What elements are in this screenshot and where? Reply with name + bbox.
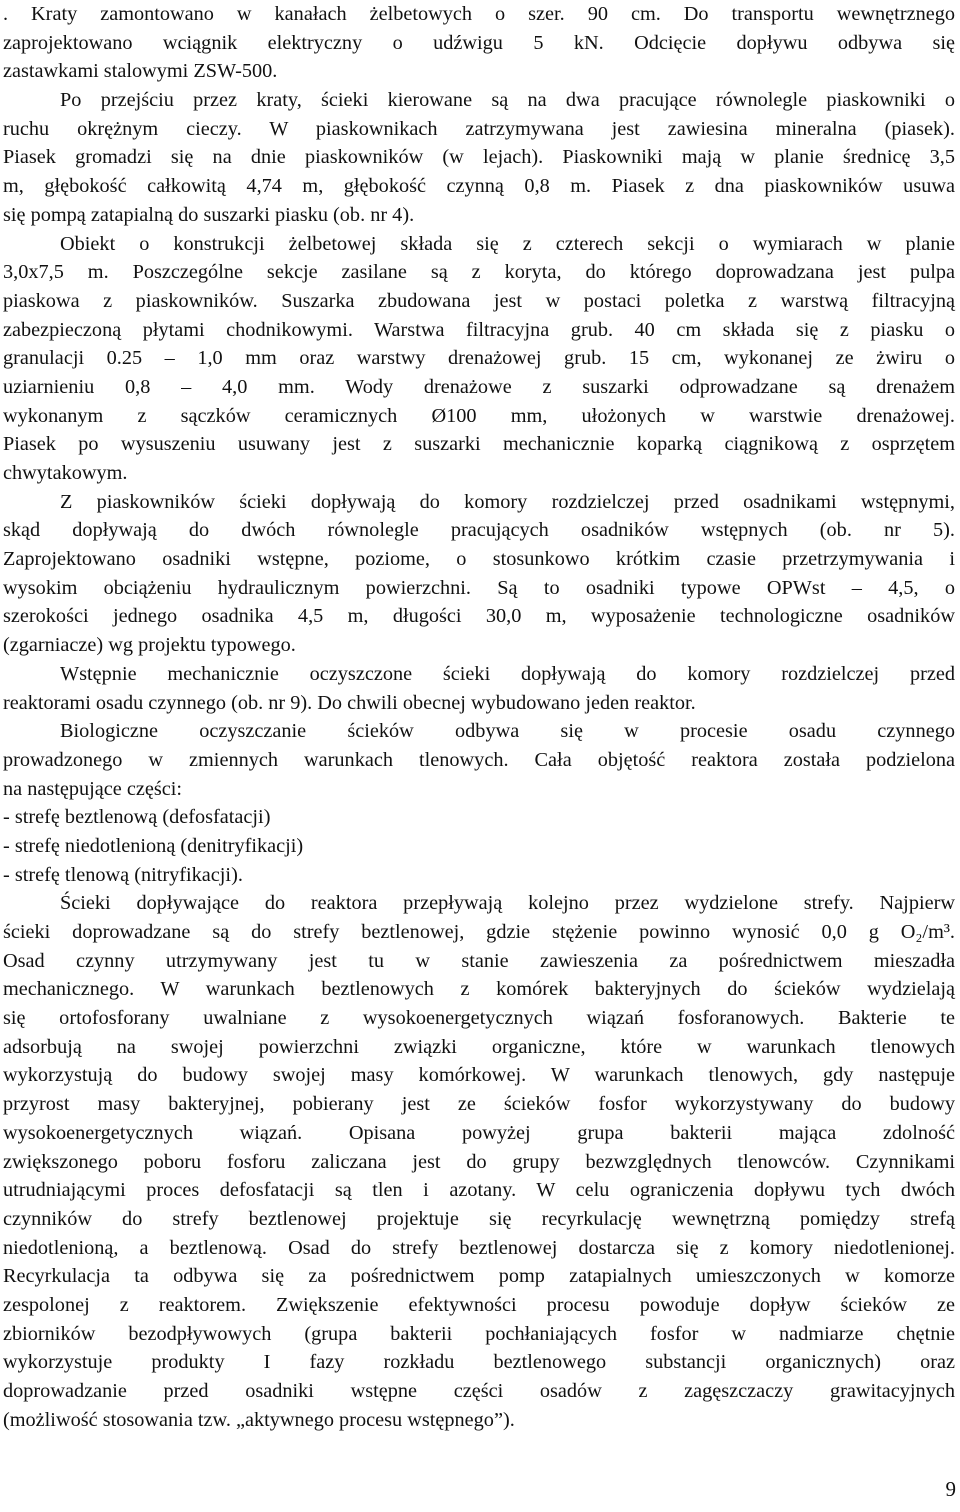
text-line: 3,0x7,5 m. Poszczególne sekcje zasilane są z koryta, do którego doprowadzana jest pulpa <box>3 261 955 284</box>
text-line: Piasek gromadzi się na dnie piaskowników (w lejach). Piaskowniki mają w planie średnicę 3,5 <box>3 146 955 169</box>
text-line: adsorbują na swojej powierzchni związki organiczne, które w warunkach tlenowych <box>3 1035 955 1058</box>
text-line: Recyrkulacja ta odbywa się za pośrednictwem pomp zatapialnych umieszczonych w komorze <box>3 1265 955 1288</box>
text-line: m, głębokość całkowitą 4,74 m, głębokość czynną 0,8 m. Piasek z dna piaskowników usuwa <box>3 175 955 198</box>
text-line: ścieki doprowadzane są do strefy beztlenowej, gdzie stężenie powinno wynosić 0,0 g O₂/m³. <box>3 921 955 943</box>
document-page <box>3 0 955 1434</box>
text-line: doprowadzanie przed osadniki wstępne części osadów z zagęszczaczy grawitacyjnych <box>3 1380 955 1402</box>
text-line: Osad czynny utrzymywany jest tu w stanie zawieszenia za pośrednictwem mieszadła <box>3 949 955 972</box>
text-line: szerokości jednego osadnika 4,5 m, długości 30,0 m, wyposażenie technologiczne osadników <box>3 605 955 628</box>
list-item: - strefę tlenową (nitryfikacji). <box>3 863 243 886</box>
text-line: zaprojektowano wciągnik elektryczny o udźwigu 5 kN. Odcięcie dopływu odbywa się <box>3 31 955 54</box>
text-line: Zaprojektowano osadniki wstępne, poziome, o stosunkowo krótkim czasie przetrzymywania i <box>3 548 955 571</box>
text-line: Wstępnie mechanicznie oczyszczone ścieki dopływają do komory rozdzielczej przed <box>60 662 955 685</box>
text-line: na następujące części: <box>3 777 183 800</box>
text-line: mechanicznego. W warunkach beztlenowych z komórek bakteryjnych do ścieków wydzielają <box>3 978 955 1001</box>
text-line: Ścieki dopływające do reaktora przepływają kolejno przez wydzielone strefy. Najpierw <box>60 892 955 915</box>
text-line: Po przejściu przez kraty, ścieki kierowane są na dwa pracujące równolegle piaskowniki o <box>60 89 955 112</box>
text-line: się pompą zatapialną do suszarki piasku (ob. nr 4). <box>3 203 415 226</box>
text-line: niedotlenioną, a beztlenową. Osad do strefy beztlenowej dostarcza się z komory niedotlenionej. <box>3 1236 955 1259</box>
text-line: się ortofosforany uwalniane z wysokoenergetycznych wiązań fosforanowych. Bakterie te <box>3 1007 955 1030</box>
text-line: (możliwość stosowania tzw. „aktywnego procesu wstępnego”). <box>3 1408 515 1431</box>
text-line: chwytakowym. <box>3 462 128 484</box>
text-line: Z piaskowników ścieki dopływają do komory rozdzielczej przed osadnikami wstępnymi, <box>60 490 955 513</box>
text-line: (zgarniacze) wg projektu typowego. <box>3 634 296 657</box>
text-line: zabezpieczoną płytami chodnikowymi. Warstwa filtracyjna grub. 40 cm składa się z piasku o <box>3 318 955 341</box>
text-line: Biologiczne oczyszczanie ścieków odbywa się w procesie osadu czynnego <box>60 720 955 743</box>
text-line: wykorzystują do budowy swojej masy komórkowej. W warunkach tlenowych, gdy następuje <box>3 1064 955 1087</box>
text-line: prowadzonego w zmiennych warunkach tlenowych. Cała objętość reaktora została podzielona <box>3 748 955 771</box>
text-line: zespolonej z reaktorem. Zwiększenie efektywności procesu powoduje dopływ ścieków ze <box>3 1293 955 1316</box>
text-line: zwiększonego poboru fosforu zaliczana jest do grupy bezwzględnych tlenowców. Czynnikami <box>3 1150 955 1173</box>
text-line: wykonanym z sączków ceramicznych Ø100 mm, ułożonych w warstwie drenażowej. <box>3 404 955 427</box>
text-line: Piasek po wysuszeniu usuwany jest z suszarki mechanicznie koparką ciągnikową z osprzętem <box>3 433 955 456</box>
text-line: wysokoenergetycznych wiązań. Opisana powyżej grupa bakterii mająca zdolność <box>3 1121 955 1144</box>
text-line: przyrost masy bakteryjnej, pobierany jest ze ścieków fosfor wykorzystywany do budowy <box>3 1093 955 1116</box>
text-line: wysokim obciążeniu hydraulicznym powierzchni. Są to osadniki typowe OPWst – 4,5, o <box>3 576 955 599</box>
text-line: Obiekt o konstrukcji żelbetowej składa się z czterech sekcji o wymiarach w planie <box>60 232 955 255</box>
page-number: 9 <box>945 1477 956 1501</box>
text-line: zastawkami stalowymi ZSW-500. <box>3 60 278 83</box>
text-line: . Kraty zamontowano w kanałach żelbetowych o szer. 90 cm. Do transportu wewnętrznego <box>3 3 955 25</box>
text-line: skąd dopływają do dwóch równolegle pracujących osadników wstępnych (ob. nr 5). <box>3 519 955 542</box>
text-line: reaktorami osadu czynnego (ob. nr 9). Do chwili obecnej wybudowano jeden reaktor. <box>3 691 696 714</box>
list-item: - strefę beztlenową (defosfatacji) <box>3 806 271 829</box>
text-line: zbiorników bezodpływowych (grupa bakterii pochłaniających fosfor w nadmiarze chętnie <box>3 1322 955 1345</box>
text-line: utrudniającymi proces defosfatacji są tlen i azotany. W celu ograniczenia dopływu tych dwóch <box>3 1179 955 1202</box>
list-item: - strefę niedotlenioną (denitryfikacji) <box>3 834 304 857</box>
text-line: wykorzystuje produkty I fazy rozkładu beztlenowego substancji organicznych) oraz <box>3 1351 955 1374</box>
text-line: ruchu okrężnym cieczy. W piaskownikach zatrzymywana jest zawiesina mineralna (piasek). <box>3 117 955 140</box>
text-line: czynników do strefy beztlenowej projektuje się recyrkulację wewnętrzną pomiędzy strefą <box>3 1207 955 1230</box>
text-line: uziarnieniu 0,8 – 4,0 mm. Wody drenażowe z suszarki odprowadzane są drenażem <box>3 375 955 398</box>
text-line: granulacji 0.25 – 1,0 mm oraz warstwy drenażowej grub. 15 cm, wykonanej ze żwiru o <box>3 347 955 370</box>
text-line: piaskowa z piaskowników. Suszarka zbudowana jest w postaci poletka z warstwą filtracyjną <box>3 289 955 312</box>
